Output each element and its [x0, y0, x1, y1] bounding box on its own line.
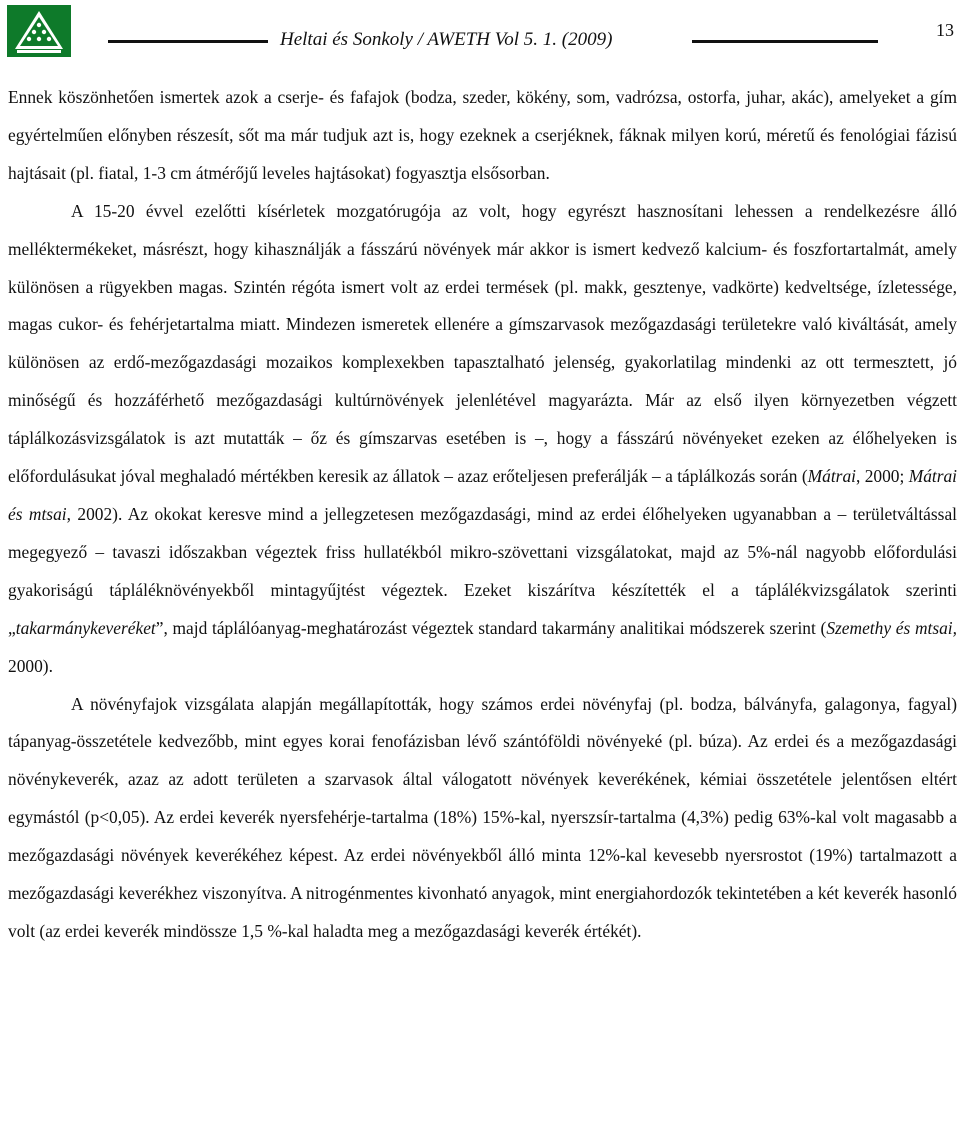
citation-text: Mátrai és mtsai	[8, 466, 958, 524]
paragraph-text: A növényfajok vizsgálata alapján megállapították, hogy számos erdei növényfaj (pl. bodza, bálványfa, galagonya, fagyal) tápanyag-összetétele kedvezőbb, mint egyes korai fenofázisban lévő szántóföldi növényeké (pl. búza). Az erdei és a mezőgazdasági növénykeverék, azaz az adott területen a szarvasok által válogatott növények keverékének, kémiai összetétele jelentősen eltért egymástól (p<0,05). Az erdei keverék nyersfehérje-tartalma (18%) 15%-kal, nyerszsír-tartalma (4,3%) pedig 63%-kal volt magasabb a mezőgazdasági növények keverékéhez képest. Az erdei növényekből álló minta 12%-kal kevesebb nyersrostot (19%) tartalmazott a mezőgazdasági keverékhez viszonyítva. A nitrogénmentes kivonható anyagok, mint energiahordozók tekintetében a két keverék hasonló volt (az erdei keverék mindössze 1,5 %-kal haladta meg a mezőgazdasági keverék értékét).	[8, 693, 957, 941]
paragraph-text: , 2002). Az okokat keresve mind a jellegzetesen mezőgazdasági, mind az erdei élőhelyeken ugyanabban a – területváltással megegyező – tavaszi időszakban végeztek friss hullatékból mikro-szövettani vizsgálatokat, majd az 5%-nál nagyobb előfordulási gyakoriságú tápláléknövényekből mintagyűjtést végeztek. Ezeket kiszárítva készítették el a táplálékvizsgálatok szerinti „	[8, 503, 957, 638]
paragraph-text: 2000).	[8, 655, 53, 676]
header-rule-left	[108, 40, 268, 43]
logo-graphic	[7, 5, 71, 57]
paragraph-3	[8, 686, 957, 951]
article-body	[8, 79, 957, 951]
paragraph-text: , 2000;	[855, 466, 909, 487]
page-header	[0, 0, 960, 62]
header-rule-right	[692, 40, 878, 43]
page-number: 13	[936, 20, 954, 40]
running-head: Heltai és Sonkoly / AWETH Vol 5. 1. (2009)	[280, 29, 613, 50]
paragraph-text: ”, majd táplálóanyag-meghatározást végeztek standard takarmány analitikai módszerek szerint (	[155, 617, 827, 638]
citation-text: takarmánykeveréket	[15, 617, 156, 638]
paragraph-text: A 15-20 évvel ezelőtti kísérletek mozgatórugója az volt, hogy egyrészt hasznosítani lehessen a rendelkezésre álló melléktermékeket, másrészt, hogy kihasználják a fásszárú növények már akkor is ismert kedvező kalcium- és foszfortartalmát, amely különösen a rügyekben magas. Szintén régóta ismert volt az erdei termések (pl. makk, gesztenye, vadkörte) kedveltsége, ízletessége, magas cukor- és fehérjetartalma miatt. Mindezen ismeretek ellenére a gímszarvasok mezőgazdasági területekre való kiváltását, amely különösen az erdő-mezőgazdasági mozaikos komplexekben tapasztalható jelenség, gyakorlatilag mindenki az ott termesztett, jó minőségű és hozzáférhető mezőgazdasági kultúrnövények jelenlétével magyarázta. Már az első ilyen környezetben végzett táplálkozásvizsgálatok is azt mutatták – őz és gímszarvas esetében is –, hogy a fásszárú növényeket ezeken az élőhelyeken is előfordulásukat jóval meghaladó mértékben keresik az állatok – azaz erőteljesen preferálják – a táplálkozás során (	[8, 200, 957, 487]
citation-text: Szemethy és mtsai,	[826, 617, 957, 638]
paragraph-1	[8, 79, 957, 193]
citation-text: Mátrai	[807, 466, 856, 487]
paragraph-text: Ennek köszönhetően ismertek azok a cserje- és fafajok (bodza, szeder, kökény, som, vadrózsa, ostorfa, juhar, akác), amelyeket a gím egyértelműen előnyben részesít, sőt ma már tudjuk azt is, hogy ezeknek a cserjéknek, fáknak milyen korú, méretű és fenológiai fázisú hajtásait (pl. fiatal, 1-3 cm átmérőjű leveles hajtásokat) fogyasztja elsősorban.	[8, 87, 957, 183]
aweth-logo-icon	[7, 5, 71, 57]
paragraph-2	[8, 193, 957, 686]
